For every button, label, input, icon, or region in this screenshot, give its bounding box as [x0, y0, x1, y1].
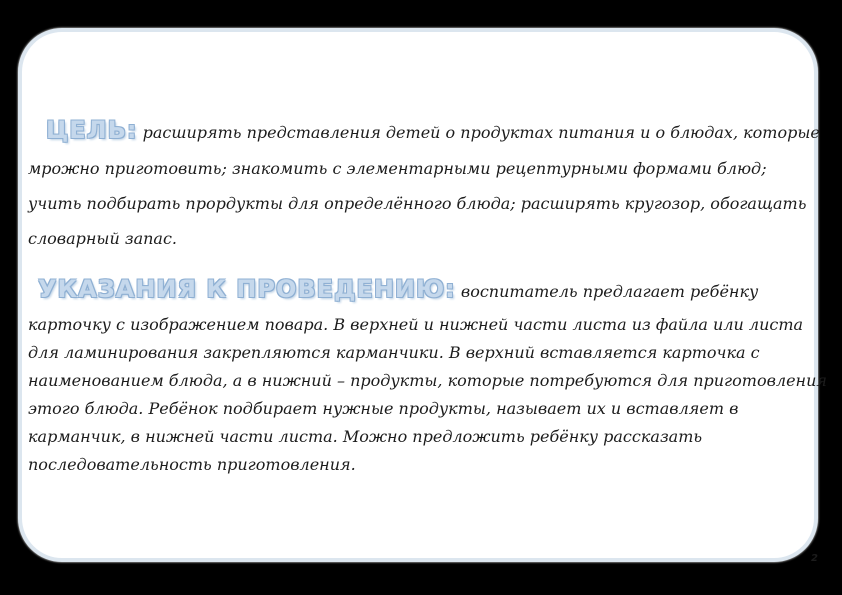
goal-text-line: учить подбирать прордукты для определённого блюда; расширять кругозор, обогащать: [28, 194, 807, 213]
goal-section: [28, 112, 818, 256]
goal-text-line: расширять представления детей о продуктах питания и о блюдах, которые: [142, 123, 820, 142]
goal-text-line: словарный запас.: [28, 229, 177, 248]
goal-heading: ЦЕЛЬ:: [46, 116, 138, 144]
instructions-text-line: для ламинирования закрепляются карманчики. В верхний вставляется карточка с: [28, 343, 760, 362]
page-number: 2: [811, 553, 818, 564]
instructions-text-line: карманчик, в нижней части листа. Можно предложить ребёнку рассказать: [28, 427, 703, 446]
instructions-text-line: наименованием блюда, а в нижний – продукты, которые потребуются для приготовления: [28, 371, 827, 390]
instructions-text-line: воспитатель предлагает ребёнку: [460, 282, 759, 301]
goal-line-1: [28, 112, 818, 151]
instructions-text-line: карточку с изображением повара. В верхней и нижней части листа из файла или листа: [28, 315, 804, 334]
instructions-text-line: этого блюда. Ребёнок подбирает нужные продукты, называет их и вставляет в: [28, 399, 739, 418]
goal-text-line: мрожно приготовить; знакомить с элементарными рецептурными формами блюд;: [28, 159, 767, 178]
instructions-line-1: [28, 270, 818, 311]
instructions-section: [28, 270, 827, 479]
instructions-heading: УКАЗАНИЯ К ПРОВЕДЕНИЮ:: [38, 275, 456, 303]
instructions-text-line: последовательность приготовления.: [28, 455, 356, 474]
